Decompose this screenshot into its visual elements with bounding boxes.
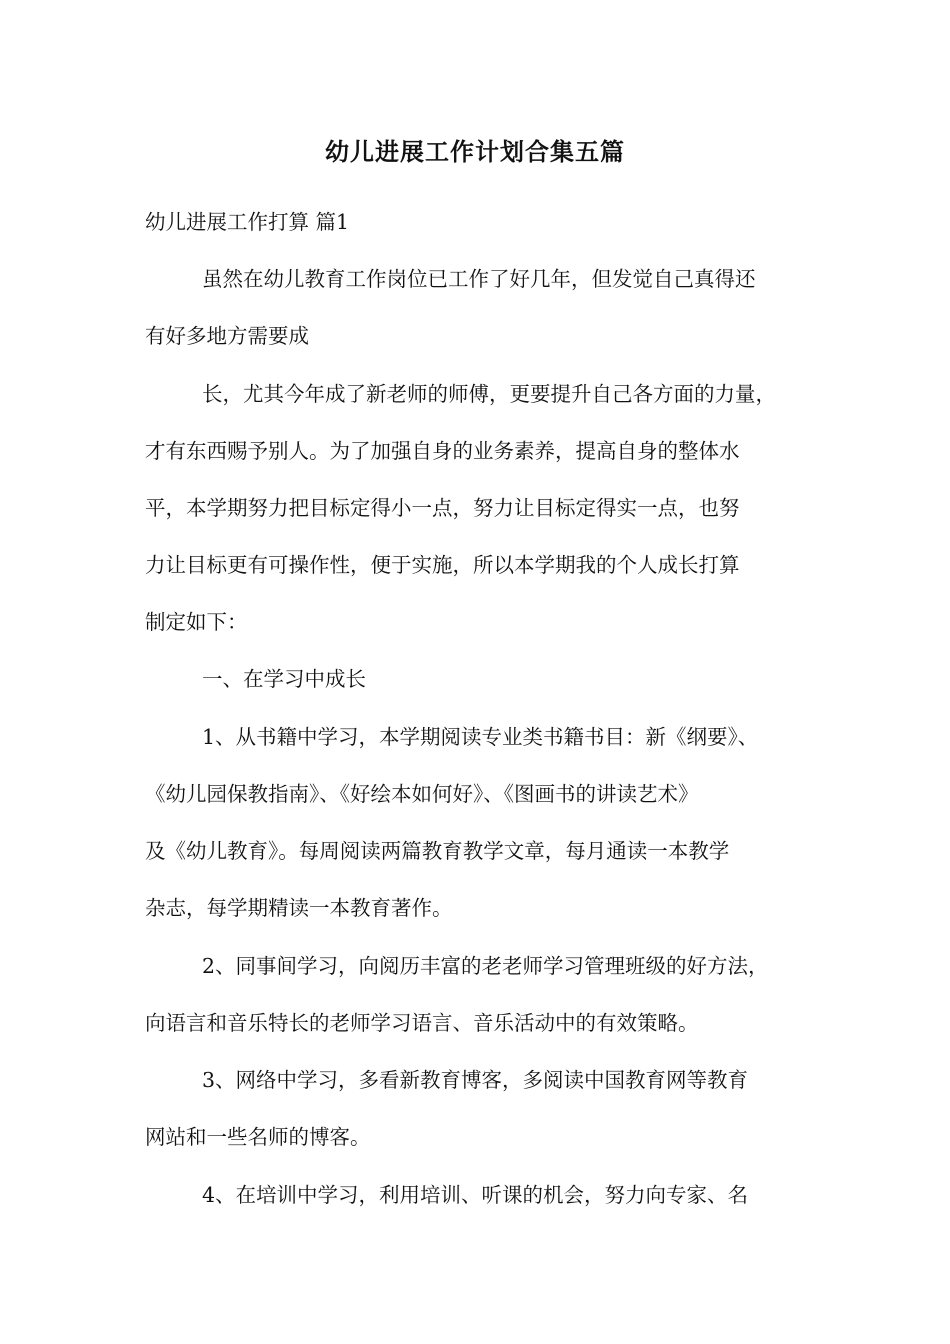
- document-title: 幼儿进展工作计划合集五篇: [325, 138, 625, 166]
- paragraph-line: 1、从书籍中学习，本学期阅读专业类书籍书目：新《纲要》、: [202, 725, 759, 749]
- paragraph-line: 《幼儿园保教指南》、《好绘本如何好》、《图画书的讲读艺术》: [145, 782, 699, 806]
- paragraph-line: 长，尤其今年成了新老师的师傅，更要提升自己各方面的力量，: [202, 382, 776, 406]
- paragraph-line: 有好多地方需要成: [145, 324, 309, 348]
- paragraph-line: 2、同事间学习，向阅历丰富的老老师学习管理班级的好方法，: [202, 954, 769, 978]
- paragraph-line: 力让目标更有可操作性，便于实施，所以本学期我的个人成长打算: [145, 553, 740, 577]
- paragraph-line: 4、在培训中学习，利用培训、听课的机会，努力向专家、名: [202, 1183, 749, 1207]
- paragraph-line: 才有东西赐予别人。为了加强自身的业务素养，提高自身的整体水: [145, 439, 740, 463]
- paragraph-line: 3、网络中学习，多看新教育博客，多阅读中国教育网等教育: [202, 1068, 749, 1092]
- paragraph-line: 制定如下：: [145, 610, 248, 634]
- paragraph-line: 网站和一些名师的博客。: [145, 1125, 371, 1149]
- subsection-heading: 一、在学习中成长: [202, 667, 366, 691]
- paragraph-line: 虽然在幼儿教育工作岗位已工作了好几年，但发觉自己真得还: [202, 267, 756, 291]
- paragraph-line: 向语言和音乐特长的老师学习语言、音乐活动中的有效策略。: [145, 1011, 699, 1035]
- section-heading: 幼儿进展工作打算 篇1: [145, 210, 350, 234]
- paragraph-line: 平，本学期努力把目标定得小一点，努力让目标定得实一点，也努: [145, 496, 740, 520]
- paragraph-line: 及《幼儿教育》。每周阅读两篇教育教学文章，每月通读一本教学: [145, 839, 730, 863]
- paragraph-line: 杂志，每学期精读一本教育著作。: [145, 896, 453, 920]
